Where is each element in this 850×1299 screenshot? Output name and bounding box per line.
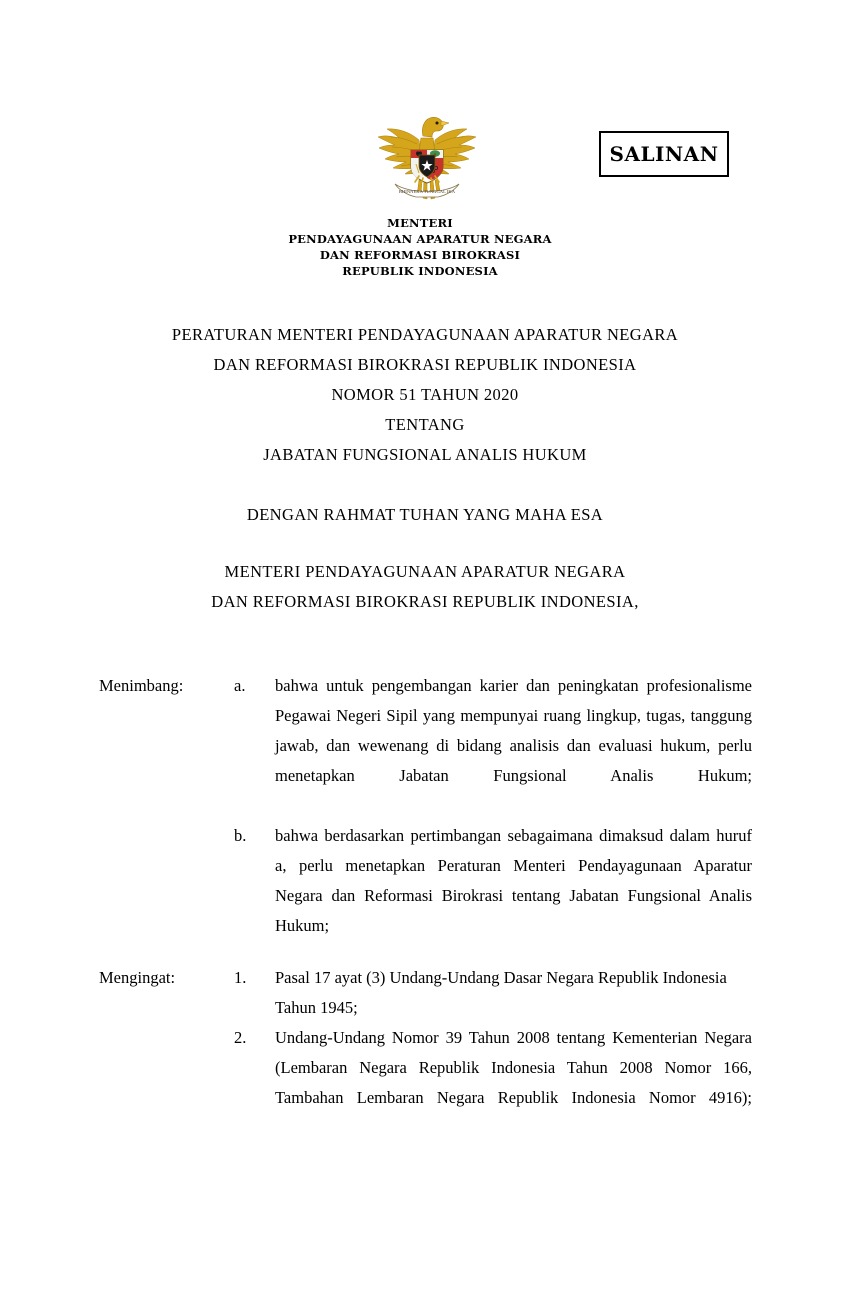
mengingat-label: Mengingat: xyxy=(99,968,176,987)
ministry-caption-line-2: PENDAYAGUNAAN APARATUR NEGARA xyxy=(288,232,552,246)
mengingat-text-2: Undang-Undang Nomor 39 Tahun 2008 tentang Kementerian Negara (Lembaran Negara Republik Indonesia Tahun 2008 Nomor 166, Tambahan Lembaran Negara Republik Indonesia Nomor 4916); xyxy=(275,1028,752,1107)
menimbang-item-a xyxy=(99,671,752,821)
menimbang-label: Menimbang: xyxy=(99,676,184,695)
title-tentang: TENTANG xyxy=(385,415,465,434)
salinan-stamp xyxy=(599,131,729,177)
menimbang-marker-a: a. xyxy=(234,676,246,695)
ministry-caption-line-3: DAN REFORMASI BIROKRASI xyxy=(319,248,521,262)
menimbang-marker-b: b. xyxy=(234,826,247,845)
ministry-caption xyxy=(0,215,840,279)
mengingat-item-1 xyxy=(99,963,752,1023)
mengingat-item-2 xyxy=(99,1023,752,1143)
mengingat-text-1: Pasal 17 ayat (3) Undang-Undang Dasar Negara Republik Indonesia Tahun 1945; xyxy=(275,968,727,1017)
menimbang-text-a: bahwa untuk pengembangan karier dan peningkatan profesionalisme Pegawai Negeri Sipil yang mempunyai ruang lingkup, tugas, tanggung jawab, dan wewenang di bidang analisis dan evaluasi hukum, perlu menetapkan Jabatan Fungsional Analis Hukum; xyxy=(275,676,752,785)
authority-line-1: MENTERI PENDAYAGUNAAN APARATUR NEGARA xyxy=(224,562,626,581)
svg-text:BHINNEKA TUNGGAL IKA: BHINNEKA TUNGGAL IKA xyxy=(398,189,456,194)
regulation-title xyxy=(0,320,850,470)
title-line-2: DAN REFORMASI BIROKRASI REPUBLIK INDONESIA xyxy=(213,355,637,374)
menimbang-item-b xyxy=(99,821,752,971)
ministry-caption-line-4: REPUBLIK INDONESIA xyxy=(342,264,498,278)
invocation-text: DENGAN RAHMAT TUHAN YANG MAHA ESA xyxy=(246,505,604,524)
menimbang-text-b: bahwa berdasarkan pertimbangan sebagaimana dimaksud dalam huruf a, perlu menetapkan Peraturan Menteri Pendayagunaan Aparatur Negara dan Reformasi Birokrasi tentang Jabatan Fungsional Analis Hukum; xyxy=(275,826,752,935)
menimbang-section xyxy=(99,671,752,971)
salinan-stamp-label: SALINAN xyxy=(609,142,719,166)
title-line-1: PERATURAN MENTERI PENDAYAGUNAAN APARATUR NEGARA xyxy=(171,325,679,344)
mengingat-marker-1: 1. xyxy=(234,968,247,987)
title-subject: JABATAN FUNGSIONAL ANALIS HUKUM xyxy=(263,445,587,464)
ministry-caption-line-1: MENTERI xyxy=(387,216,453,230)
mengingat-section xyxy=(99,963,752,1143)
garuda-pancasila-emblem xyxy=(375,110,479,210)
mengingat-marker-2: 2. xyxy=(234,1028,247,1047)
title-number: NOMOR 51 TAHUN 2020 xyxy=(331,385,519,404)
authority-line-2: DAN REFORMASI BIROKRASI REPUBLIK INDONESIA, xyxy=(211,592,639,611)
issuing-authority xyxy=(0,557,850,617)
